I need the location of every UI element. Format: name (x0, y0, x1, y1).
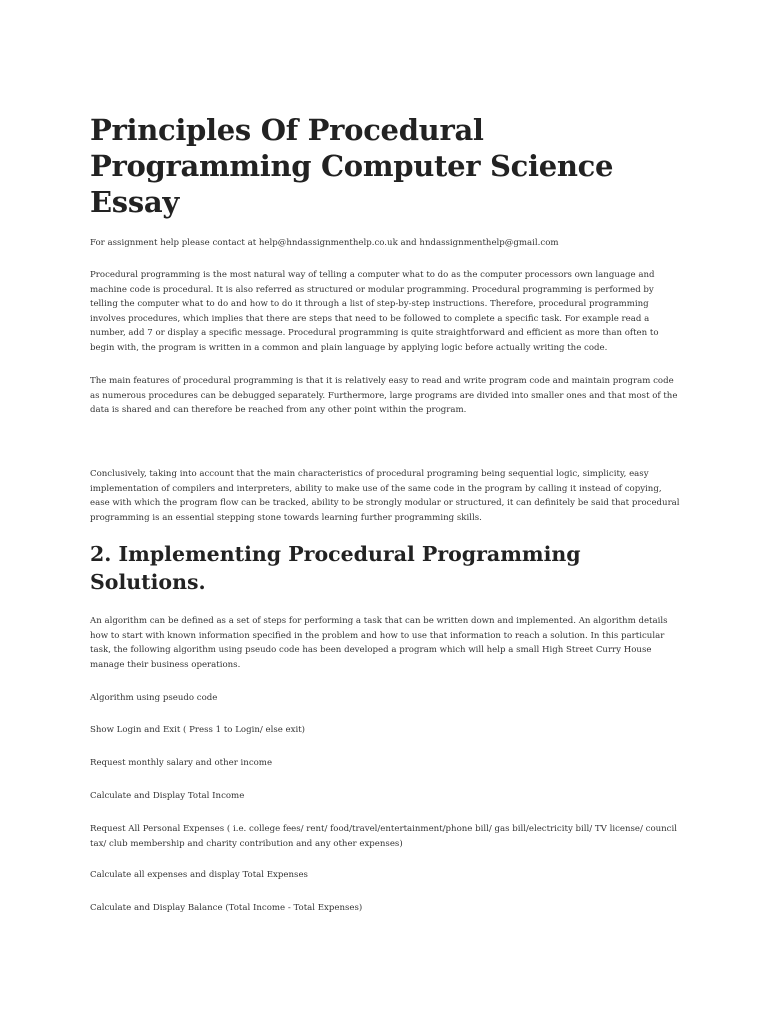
paragraph-algorithm: An algorithm can be defined as a set of steps for performing a task that can be written down and implemented. An algorithm details how to start with known information specified in the problem and how to use that information to reach a solution. In this particular task, the following algorithm using pseudo code has been developed a program which will help a small High Street Curry House manage their business operations. (90, 616, 668, 670)
step-item: Algorithm using pseudo code (90, 693, 218, 703)
paragraph-features: The main features of procedural programming is that it is relatively easy to read and write program code and maintain program code as numerous procedures can be debugged separately. Furthermore, large programs are divided into smaller ones and that most of the data is shared and can therefore be reached from any other point within the program. (90, 376, 678, 416)
section-heading: 2. Implementing Procedural Programming Solutions. (90, 542, 581, 594)
step-item: Request monthly salary and other income (90, 758, 273, 768)
paragraph-intro: Procedural programming is the most natural way of telling a computer what to do as the computer processors own language and machine code is procedural. It is also referred as structured or modular programming. Procedural programming is performed by telling the computer what to do and how to do it through a list of step-by-step instructions. Therefore, procedural programming involves procedures, which implies that there are steps that need to be followed to complete a specific task. For example read a number, add 7 or display a specific message. Procedural programming is quite straightforward and efficient as more than often to begin with, the program is written in a common and plain language by applying logic before actually writing the code. (90, 270, 659, 353)
step-item: Request All Personal Expenses ( i.e. college fees/ rent/ food/travel/entertainment/phone bill/ gas bill/electricity bill/ TV license/ council tax/ club membership and charity contribution and any other expenses) (90, 824, 677, 849)
step-item: Show Login and Exit ( Press 1 to Login/ else exit) (90, 725, 306, 735)
step-item: Calculate all expenses and display Total Expenses (90, 870, 308, 880)
step-item: Calculate and Display Total Income (90, 791, 245, 801)
step-item: Calculate and Display Balance (Total Income - Total Expenses) (90, 903, 363, 913)
paragraph-conclusion: Conclusively, taking into account that the main characteristics of procedural programing being sequential logic, simplicity, easy implementation of compilers and interpreters, ability to make use of the same code in the program by calling it instead of copying, ease with which the program flow can be tracked, ability to be strongly modular or structured, it can definitely be said that procedural programming is an essential stepping stone towards learning further programming skills. (90, 469, 680, 523)
page-title: Principles Of Procedural Programming Computer Science Essay (90, 113, 614, 219)
contact-line: For assignment help please contact at help@hndassignmenthelp.co.uk and hndassignmenthelp@gmail.com (90, 238, 559, 248)
